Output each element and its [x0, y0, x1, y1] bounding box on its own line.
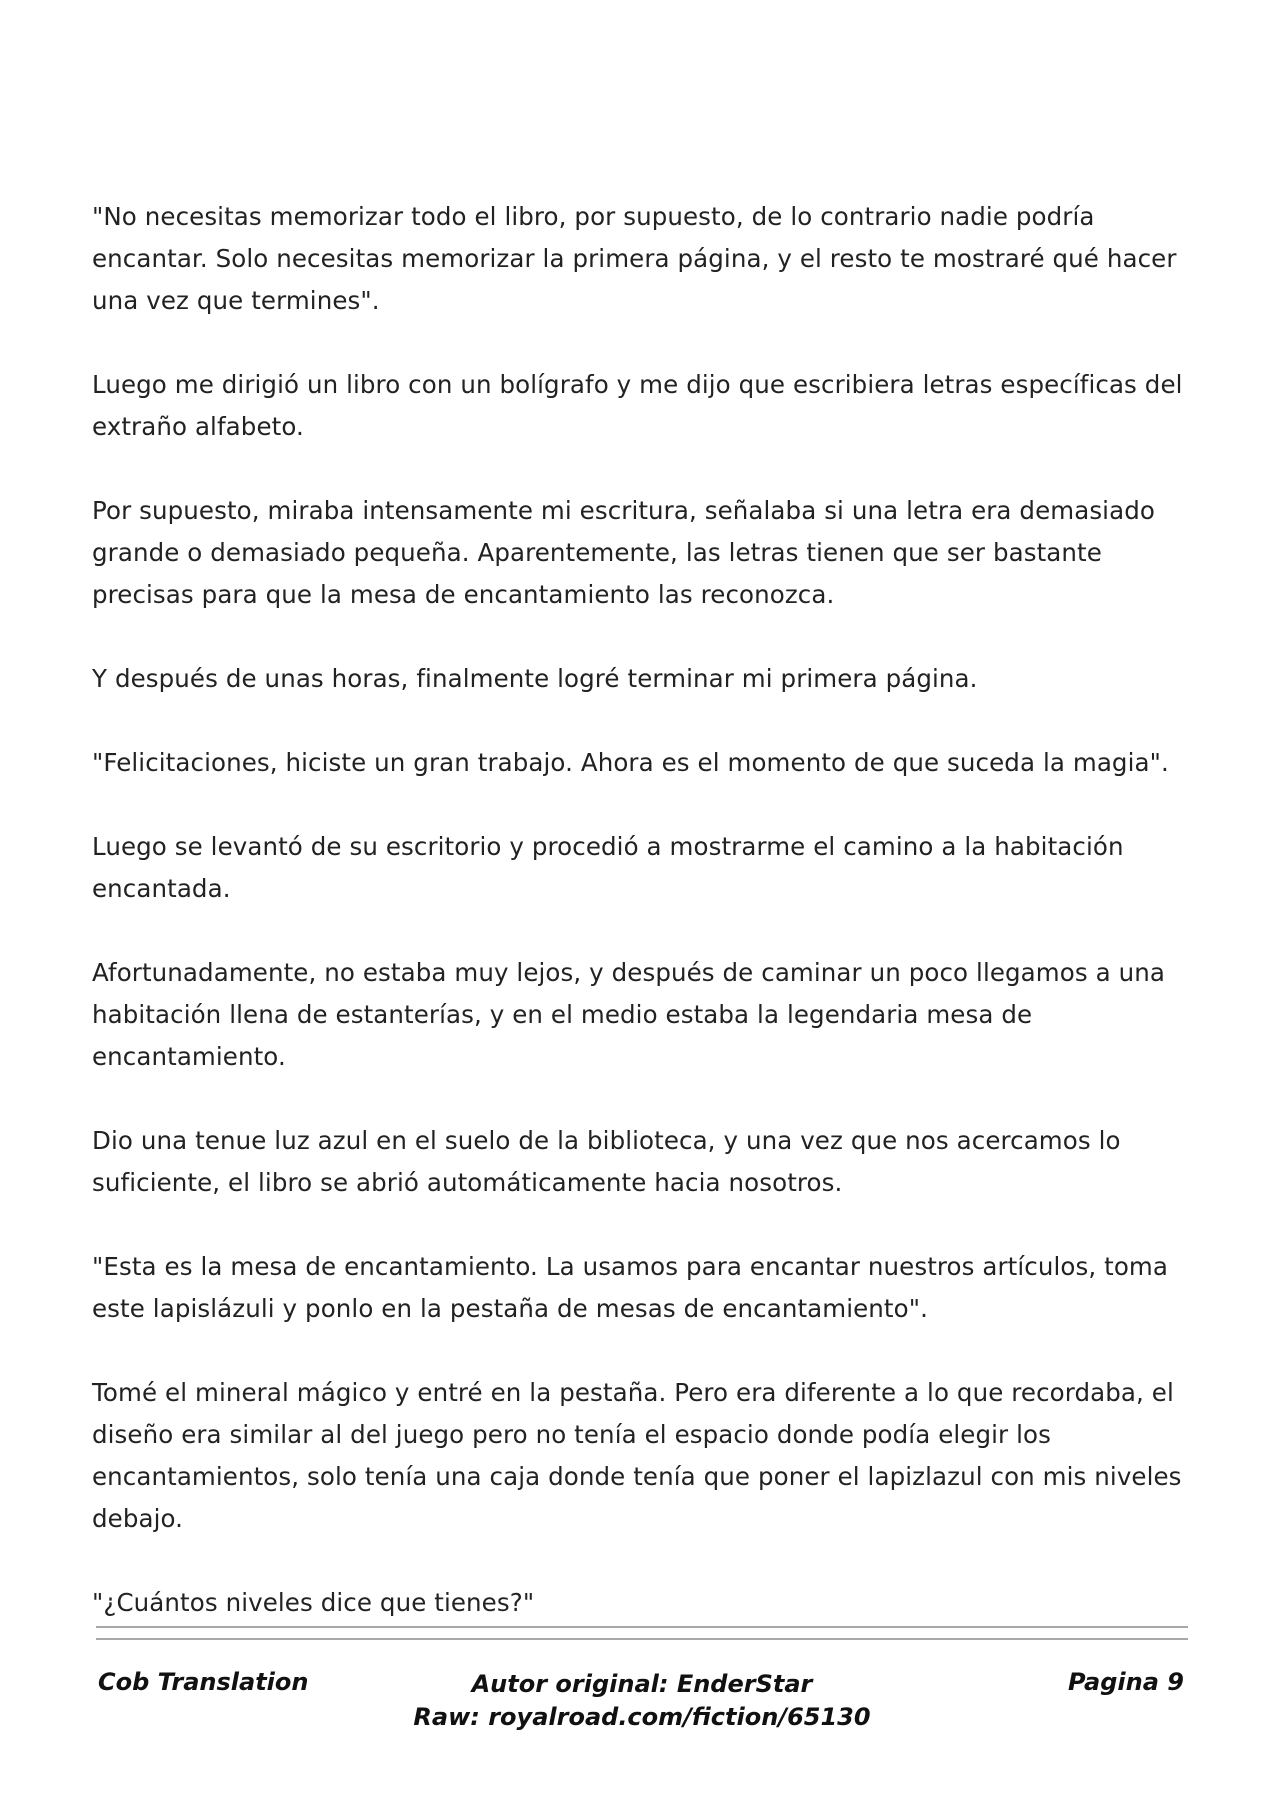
paragraph-4: Y después de unas horas, finalmente logré terminar mi primera página.	[92, 664, 978, 693]
paragraph-3: Por supuesto, miraba intensamente mi escritura, señalaba si una letra era demasiado grande o demasiado pequeña. Aparentemente, las letras tienen que ser bastante precisas para que la mesa de encantamiento las reconozca.	[92, 496, 1155, 609]
paragraph-2: Luego me dirigió un libro con un bolígrafo y me dijo que escribiera letras específicas del extraño alfabeto.	[92, 370, 1183, 441]
paragraph-5: "Felicitaciones, hiciste un gran trabajo. Ahora es el momento de que suceda la magia".	[92, 748, 1169, 777]
body-text	[92, 196, 1202, 1624]
paragraph-11: "¿Cuántos niveles dice que tienes?"	[92, 1588, 535, 1617]
footer-divider-bottom	[96, 1638, 1188, 1640]
paragraph-8: Dio una tenue luz azul en el suelo de la biblioteca, y una vez que nos acercamos lo suficiente, el libro se abrió automáticamente hacia nosotros.	[92, 1126, 1121, 1197]
footer-credits	[96, 1668, 1188, 1734]
footer-page-number: Pagina 9	[1068, 1668, 1184, 1696]
page-footer	[96, 1668, 1188, 1758]
footer-translator: Cob Translation	[98, 1668, 309, 1696]
paragraph-6: Luego se levantó de su escritorio y procedió a mostrarme el camino a la habitación encantada.	[92, 832, 1124, 903]
paragraph-7: Afortunadamente, no estaba muy lejos, y después de caminar un poco llegamos a una habitación llena de estanterías, y en el medio estaba la legendaria mesa de encantamiento.	[92, 958, 1165, 1071]
paragraph-1: "No necesitas memorizar todo el libro, por supuesto, de lo contrario nadie podría encantar. Solo necesitas memorizar la primera página, y el resto te mostraré qué hacer una vez que termines".	[92, 202, 1177, 315]
paragraph-10: Tomé el mineral mágico y entré en la pestaña. Pero era diferente a lo que recordaba, el diseño era similar al del juego pero no tenía el espacio donde podía elegir los encantamientos, solo tenía una caja donde tenía que poner el lapizlazul con mis niveles debajo.	[92, 1378, 1182, 1533]
paragraph-9: "Esta es la mesa de encantamiento. La usamos para encantar nuestros artículos, toma este lapislázuli y ponlo en la pestaña de mesas de encantamiento".	[92, 1252, 1168, 1323]
footer-divider-top	[96, 1626, 1188, 1628]
footer-original-author: Autor original: EnderStar	[471, 1670, 813, 1698]
footer-raw-source: Raw: royalroad.com/fiction/65130	[413, 1703, 871, 1731]
